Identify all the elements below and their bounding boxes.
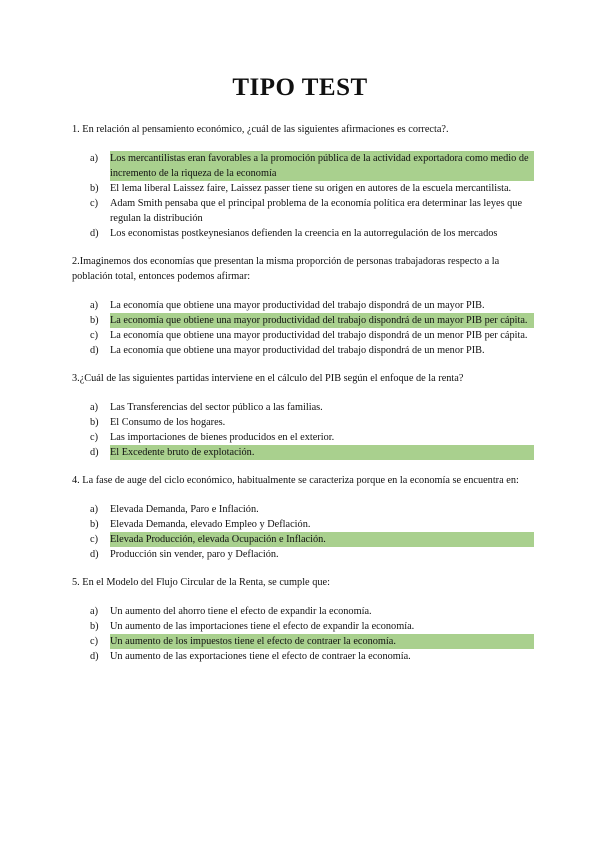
question-3 [72, 371, 534, 460]
option-letter: c) [90, 432, 98, 443]
option-3c [72, 430, 534, 445]
option-text: Elevada Demanda, Paro e Inflación. [110, 504, 259, 515]
option-2b [72, 313, 534, 328]
option-text: Un aumento de las exportaciones tiene el efecto de contraer la economía. [110, 651, 411, 662]
question-4-text: 4. La fase de auge del ciclo económico, habitualmente se caracteriza porque en la economía se encuentra en: [72, 475, 519, 486]
option-3d [72, 445, 534, 460]
option-letter: a) [90, 402, 98, 413]
option-text: Un aumento de los impuestos tiene el efecto de contraer la economía. [110, 634, 534, 649]
option-2d [72, 343, 534, 358]
option-text: La economía que obtiene una mayor productividad del trabajo dispondrá de un menor PIB. [110, 345, 485, 356]
document-title: TIPO TEST [232, 74, 368, 101]
option-letter: c) [90, 330, 98, 341]
option-letter: b) [90, 621, 99, 632]
option-letter: a) [90, 606, 98, 617]
question-2-options [72, 298, 534, 358]
option-letter: a) [90, 504, 98, 515]
option-1d [72, 226, 534, 241]
option-letter: d) [90, 228, 99, 239]
question-5 [72, 575, 534, 664]
option-letter: d) [90, 651, 99, 662]
option-text: La economía que obtiene una mayor productividad del trabajo dispondrá de un mayor PIB per cápita. [110, 313, 534, 328]
option-4d [72, 547, 534, 562]
question-1-options [72, 151, 534, 241]
option-text: Los economistas postkeynesianos defienden la creencia en la autorregulación de los mercados [110, 228, 498, 239]
option-1b [72, 181, 534, 196]
option-4b [72, 517, 534, 532]
question-3-text: 3.¿Cuál de las siguientes partidas interviene en el cálculo del PIB según el enfoque de la renta? [72, 373, 464, 384]
option-text: Un aumento de las importaciones tiene el efecto de expandir la economía. [110, 621, 415, 632]
option-text: Los mercantilistas eran favorables a la promoción pública de la actividad exportadora como medio de incremento de la riqueza de la economía [110, 151, 534, 181]
option-text: Las Transferencias del sector público a las familias. [110, 402, 323, 413]
option-text: La economía que obtiene una mayor productividad del trabajo dispondrá de un mayor PIB. [110, 300, 485, 311]
question-list [72, 122, 534, 677]
option-text: El lema liberal Laissez faire, Laissez passer tiene su origen en autores de la escuela mercantilista. [110, 183, 512, 194]
question-2 [72, 254, 534, 358]
question-1 [72, 122, 534, 241]
option-letter: a) [90, 300, 98, 311]
option-text: Las importaciones de bienes producidos en el exterior. [110, 432, 335, 443]
option-letter: a) [90, 153, 98, 164]
option-1a [72, 151, 534, 181]
option-text: Producción sin vender, paro y Deflación. [110, 549, 279, 560]
option-5c [72, 634, 534, 649]
option-1c [72, 196, 534, 226]
option-letter: b) [90, 315, 99, 326]
option-text: El Consumo de los hogares. [110, 417, 226, 428]
question-3-options [72, 400, 534, 460]
option-letter: b) [90, 417, 99, 428]
option-3b [72, 415, 534, 430]
question-2-text: 2.Imaginemos dos economías que presentan la misma proporción de personas trabajadoras respecto a la población total, entonces podemos afirmar: [72, 256, 500, 282]
option-4c [72, 532, 534, 547]
option-2a [72, 298, 534, 313]
question-5-text: 5. En el Modelo del Flujo Circular de la Renta, se cumple que: [72, 577, 330, 588]
option-letter: d) [90, 549, 99, 560]
option-text: Un aumento del ahorro tiene el efecto de expandir la economía. [110, 606, 372, 617]
option-5b [72, 619, 534, 634]
option-text: El Excedente bruto de explotación. [110, 445, 534, 460]
option-4a [72, 502, 534, 517]
option-letter: b) [90, 519, 99, 530]
option-5a [72, 604, 534, 619]
question-4 [72, 473, 534, 562]
option-letter: c) [90, 534, 98, 545]
option-text: La economía que obtiene una mayor productividad del trabajo dispondrá de un menor PIB per cápita. [110, 330, 528, 341]
option-letter: d) [90, 447, 99, 458]
option-letter: c) [90, 198, 98, 209]
question-5-options [72, 604, 534, 664]
option-text: Elevada Producción, elevada Ocupación e Inflación. [110, 532, 534, 547]
option-letter: c) [90, 636, 98, 647]
option-letter: d) [90, 345, 99, 356]
option-text: Elevada Demanda, elevado Empleo y Deflación. [110, 519, 311, 530]
option-letter: b) [90, 183, 99, 194]
question-1-text: 1. En relación al pensamiento económico, ¿cuál de las siguientes afirmaciones es correcta?. [72, 124, 449, 135]
option-text: Adam Smith pensaba que el principal problema de la economía política era determinar las leyes que regulan la distribución [110, 198, 523, 224]
option-5d [72, 649, 534, 664]
option-2c [72, 328, 534, 343]
option-3a [72, 400, 534, 415]
question-4-options [72, 502, 534, 562]
